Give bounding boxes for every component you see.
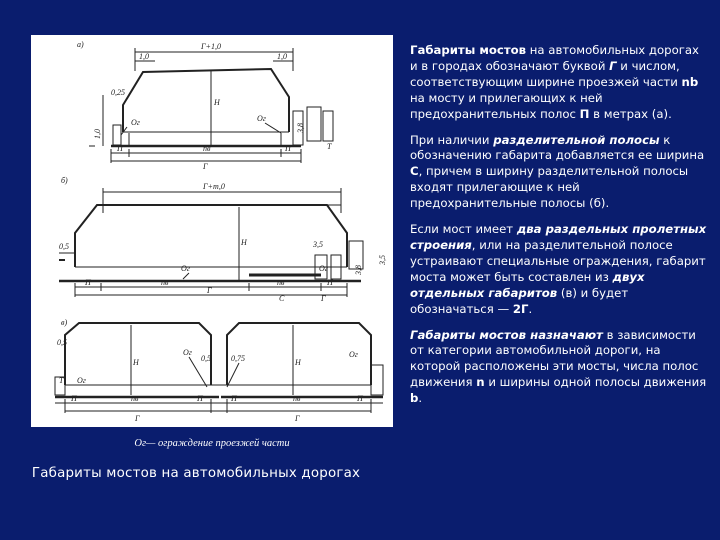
dim-nb-v-left: nв bbox=[131, 394, 139, 403]
dim-g-v-right: Г bbox=[295, 414, 300, 423]
figure-legend: Ог— ограждение проезжей части bbox=[134, 438, 290, 449]
paragraph-text: в метрах (а). bbox=[589, 106, 672, 121]
paragraph-text: и числом, соответствующим ширине проезжей части bbox=[410, 58, 682, 89]
dim-n-v2: П bbox=[197, 394, 203, 403]
paragraph-text: (в) и будет обозначаться — bbox=[410, 285, 629, 316]
paragraph-text: . bbox=[528, 301, 533, 316]
bridge-clearance-diagram bbox=[31, 35, 393, 427]
emphasis-text: два раздельных пролетных строения bbox=[410, 222, 707, 252]
dim-g-b-right: Г bbox=[321, 294, 326, 303]
og-v-right: Ог bbox=[349, 350, 358, 359]
dim-nb-v-right: nв bbox=[293, 394, 301, 403]
dim-t-a: T bbox=[327, 142, 332, 151]
og-v-left: Ог bbox=[77, 376, 86, 385]
dim-h-v-right: H bbox=[295, 358, 301, 367]
paragraph-text: в зависимости от категории автомобильной дороги, на которой расположены эти мосты, числа полос движения bbox=[410, 327, 699, 390]
dim-n-a-right: П bbox=[285, 144, 291, 153]
paragraph-text: . bbox=[418, 391, 423, 406]
paragraph bbox=[410, 43, 708, 123]
dim-nb-b-left: nв bbox=[161, 278, 169, 287]
paragraph-text: При наличии bbox=[410, 132, 494, 147]
paragraph bbox=[410, 133, 708, 213]
dim-right-1: 1,0 bbox=[277, 52, 287, 61]
paragraph-text: Если мост имеет bbox=[410, 222, 517, 237]
emphasis-text: 2Г bbox=[512, 301, 529, 316]
og-b-mid: Ог bbox=[181, 264, 190, 273]
emphasis-text: двух отдельных габаритов bbox=[410, 269, 645, 300]
dim-3-5-b2: 3,5 bbox=[378, 255, 387, 265]
figure-caption: Габариты мостов на автомобильных дорогах bbox=[31, 466, 361, 481]
og-v-mid: Ог bbox=[183, 348, 192, 357]
dim-g-v-left: Г bbox=[135, 414, 140, 423]
emphasis-text: Габариты мостов назначают bbox=[410, 327, 603, 342]
diagram-a-label: а) bbox=[77, 40, 84, 49]
emphasis-text: П bbox=[579, 106, 590, 121]
og-a-left: Ог bbox=[131, 118, 140, 127]
og-b-right: Ог bbox=[319, 264, 328, 273]
paragraph-text: на автомобильных дорогах и в городах обозначают буквой bbox=[410, 43, 699, 73]
emphasis-text: Габариты мостов bbox=[410, 43, 527, 57]
diagram-b-label: б) bbox=[61, 176, 68, 185]
dim-0-25-a: 0,25 bbox=[111, 88, 125, 97]
diagram-a bbox=[77, 40, 333, 171]
dim-1-0v-a: 1,0 bbox=[93, 129, 102, 139]
emphasis-text: b bbox=[410, 391, 419, 406]
dim-n-v1: П bbox=[71, 394, 77, 403]
dim-n-v3: П bbox=[231, 394, 237, 403]
emphasis-text: nb bbox=[681, 74, 699, 89]
diagram-v bbox=[55, 318, 383, 423]
emphasis-text: разделительной полосы bbox=[493, 132, 660, 147]
dim-3-8-a: 3,8 bbox=[296, 123, 305, 133]
dim-h-a: H bbox=[214, 98, 220, 107]
dim-g-b-left: Г bbox=[207, 286, 212, 295]
og-a-right: Ог bbox=[257, 114, 266, 123]
dim-g-plus-1: Г+1,0 bbox=[201, 42, 221, 51]
dim-0-5-v-mid: 0,5 bbox=[201, 354, 211, 363]
dim-n-v4: П bbox=[357, 394, 363, 403]
diagram-b bbox=[59, 176, 387, 303]
dim-0-75-v: 0,75 bbox=[231, 354, 245, 363]
dim-3-8-b: 3,8 bbox=[354, 265, 363, 275]
paragraph-text: на мосту и прилегающих к ней предохранительных полос bbox=[410, 90, 603, 121]
dim-0-5-v: 0,5 bbox=[57, 338, 67, 347]
emphasis-text: n bbox=[476, 375, 485, 390]
dim-0-5-b: 0,5 bbox=[59, 242, 69, 251]
paragraph-text: , или на разделительной полосе устраивают специальные ограждения, габарит моста может быть составлен из bbox=[410, 237, 706, 284]
dim-g-plus-t: Г+т,0 bbox=[203, 182, 225, 191]
dim-n-b-left: П bbox=[85, 278, 91, 287]
dim-3-5-b: 3,5 bbox=[313, 240, 323, 249]
dim-left-1: 1,0 bbox=[139, 52, 149, 61]
dim-nb-b-right: nв bbox=[277, 278, 285, 287]
paragraph-text: к обозначению габарита добавляется ее ширина bbox=[410, 132, 705, 163]
dim-nb-a: nв bbox=[203, 144, 211, 153]
emphasis-text: С bbox=[410, 164, 419, 179]
paragraph bbox=[410, 222, 708, 317]
diagram-v-label: в) bbox=[61, 318, 68, 327]
dim-n-a-left: П bbox=[117, 144, 123, 153]
paragraph-text: и ширины одной полосы движения bbox=[484, 375, 707, 390]
emphasis-text: Г bbox=[609, 58, 617, 73]
paragraph-text: , причем в ширину разделительной полосы входят прилегающие к ней предохранительные полосы (б). bbox=[410, 164, 689, 211]
dim-h-v-left: H bbox=[133, 358, 139, 367]
dim-t-v: T bbox=[59, 376, 64, 385]
dim-h-b: H bbox=[241, 238, 247, 247]
dim-c-b: С bbox=[279, 294, 285, 303]
dim-n-b-right: П bbox=[327, 278, 333, 287]
paragraph bbox=[410, 328, 708, 408]
dim-g-a: Г bbox=[203, 162, 208, 171]
body-text bbox=[410, 43, 708, 417]
